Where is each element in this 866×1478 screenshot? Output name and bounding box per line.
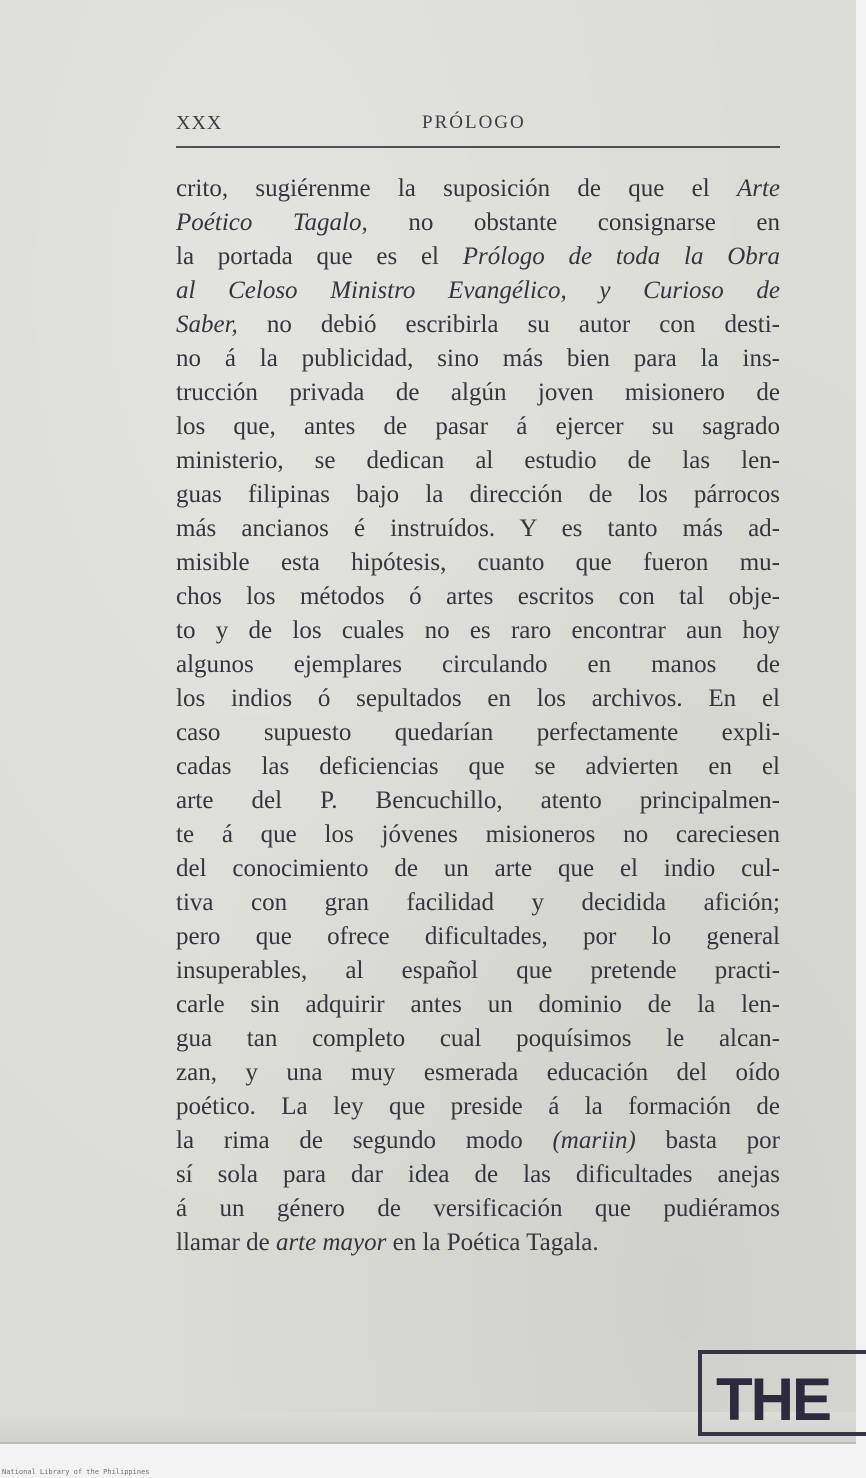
text-line: no á la publicidad, sino más bien para la ins- xyxy=(176,345,780,372)
text-line: tiva con gran facilidad y decidida afición; xyxy=(176,889,780,916)
text-line: ministerio, se dedican al estudio de las len- xyxy=(176,447,780,474)
text-line: poético. La ley que preside á la formación de xyxy=(176,1093,780,1120)
page-number: XXX xyxy=(176,112,223,134)
text-line: la portada que es el Prólogo de toda la Obra xyxy=(176,243,781,270)
text-line: caso supuesto quedarían perfectamente expli- xyxy=(176,719,780,746)
text-line: Poético Tagalo, no obstante consignarse en xyxy=(176,209,780,236)
text-line: la rima de segundo modo (mariin) basta por xyxy=(176,1127,780,1154)
header-rule xyxy=(176,146,780,148)
text-line: los que, antes de pasar á ejercer su sagrado xyxy=(176,413,780,440)
text-line: más ancianos é instruídos. Y es tanto más ad- xyxy=(176,515,780,542)
text-line: carle sin adquirir antes un dominio de la len- xyxy=(176,991,780,1018)
text-line: á un género de versificación que pudiéramos xyxy=(176,1195,780,1222)
text-line: algunos ejemplares circulando en manos de xyxy=(176,651,780,678)
text-line: al Celoso Ministro Evangélico, y Curioso de xyxy=(176,277,780,304)
text-line: misible esta hipótesis, cuanto que fueron mu- xyxy=(176,549,780,576)
text-line: cadas las deficiencias que se advierten en el xyxy=(176,753,780,780)
text-line: zan, y una muy esmerada educación del oído xyxy=(176,1059,780,1086)
text-line: gua tan completo cual poquísimos le alcan- xyxy=(176,1025,780,1052)
text-line: te á que los jóvenes misioneros no careciesen xyxy=(176,821,780,848)
running-title: PRÓLOGO xyxy=(422,112,526,133)
text-line: crito, sugiérenme la suposición de que el Arte xyxy=(176,175,780,202)
text-line: llamar de arte mayor en la Poética Tagala. xyxy=(176,1229,599,1256)
text-line: to y de los cuales no es raro encontrar aun hoy xyxy=(176,617,780,644)
text-line: pero que ofrece dificultades, por lo general xyxy=(176,923,780,950)
footer-credit: National Library of the Philippines xyxy=(2,1468,150,1476)
body-text xyxy=(176,172,780,1260)
page-header xyxy=(176,112,780,142)
text-line: trucción privada de algún joven misionero de xyxy=(176,379,780,406)
text-line: guas filipinas bajo la dirección de los párrocos xyxy=(176,481,780,508)
text-line: sí sola para dar idea de las dificultades anejas xyxy=(176,1161,780,1188)
text-line: insuperables, al español que pretende practi- xyxy=(176,957,780,984)
text-line: arte del P. Bencuchillo, atento principalmen- xyxy=(176,787,780,814)
text-line: Saber, no debió escribirla su autor con desti- xyxy=(176,311,780,338)
text-line: del conocimiento de un arte que el indio cul- xyxy=(176,855,780,882)
text-line: los indios ó sepultados en los archivos. En el xyxy=(176,685,780,712)
text-line: chos los métodos ó artes escritos con tal obje- xyxy=(176,583,780,610)
library-stamp xyxy=(698,1350,866,1436)
stamp-text: THE xyxy=(716,1366,830,1433)
